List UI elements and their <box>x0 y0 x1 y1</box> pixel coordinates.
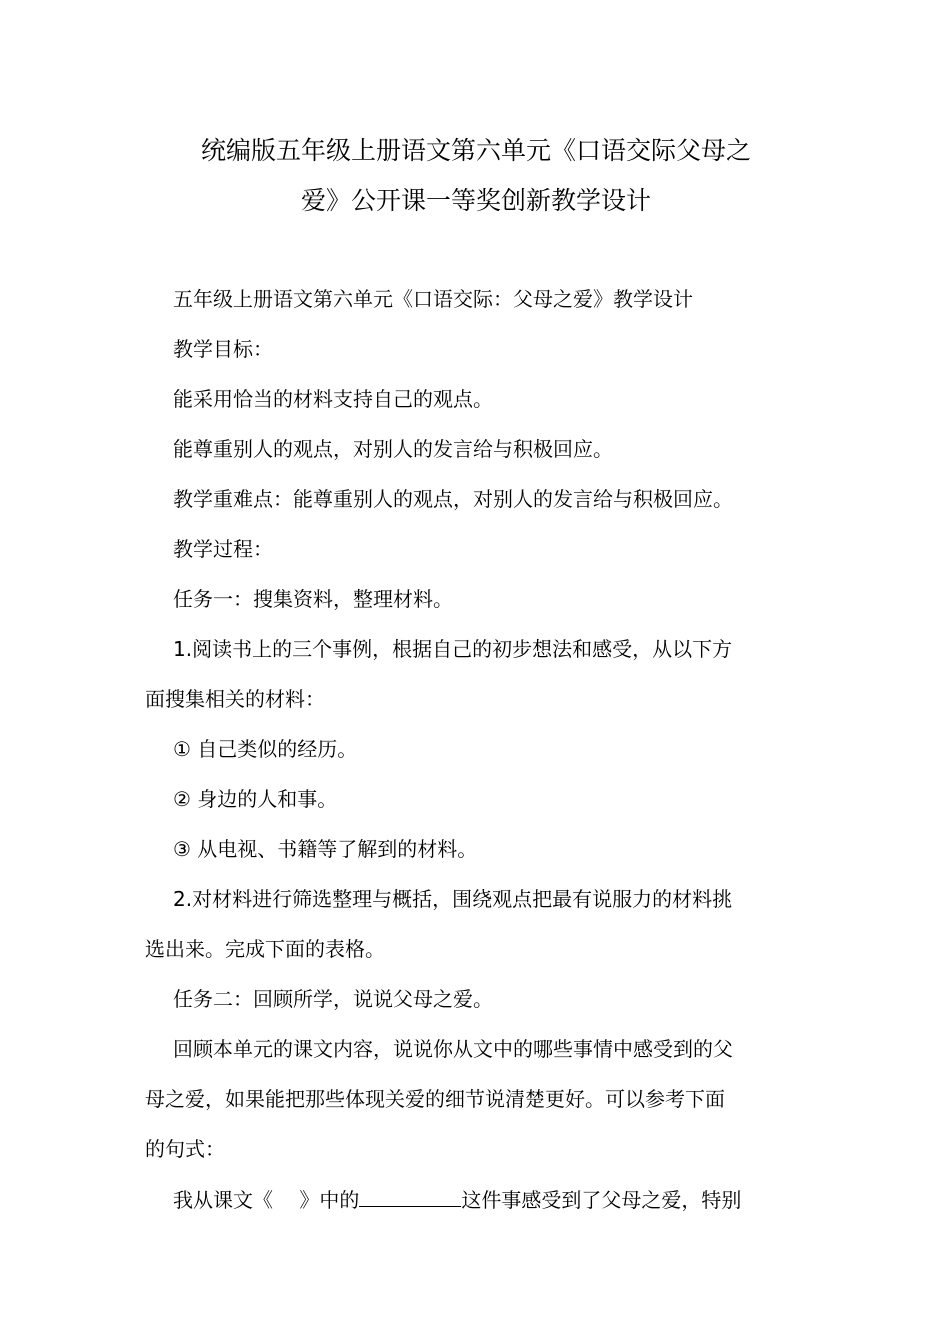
paragraph-goal-2: 能尊重别人的观点，对别人的发言给与积极回应。 <box>173 437 613 461</box>
paragraph-step-2-line-2: 选出来。完成下面的表格。 <box>145 937 385 961</box>
document-title-line-1: 统编版五年级上册语文第六单元《口语交际父母之 <box>200 136 751 165</box>
paragraph-review-line-2: 母之爱，如果能把那些体现关爱的细节说清楚更好。可以参考下面 <box>145 1087 725 1111</box>
paragraph-teaching-goals-heading: 教学目标： <box>173 337 273 361</box>
paragraph-sentence-pattern <box>173 1184 873 1215</box>
paragraph-subtitle: 五年级上册语文第六单元《口语交际：父母之爱》教学设计 <box>173 287 693 311</box>
list-item-1: ① 自己类似的经历。 <box>173 737 358 761</box>
paragraph-key-difficulties: 教学重难点：能尊重别人的观点，对别人的发言给与积极回应。 <box>173 487 733 511</box>
paragraph-step-1-line-1: 1.阅读书上的三个事例，根据自己的初步想法和感受，从以下方 <box>173 637 733 661</box>
sentence-pattern-part-2: 这件事感受到了父母之爱，特别 <box>461 1188 742 1212</box>
paragraph-review-line-1: 回顾本单元的课文内容，说说你从文中的哪些事情中感受到的父 <box>173 1037 733 1061</box>
list-item-2: ② 身边的人和事。 <box>173 787 338 811</box>
paragraph-review-line-3: 的句式： <box>145 1137 225 1161</box>
paragraph-task-2: 任务二：回顾所学，说说父母之爱。 <box>173 987 493 1011</box>
paragraph-goal-1: 能采用恰当的材料支持自己的观点。 <box>173 387 493 411</box>
paragraph-step-2-line-1: 2.对材料进行筛选整理与概括，围绕观点把最有说服力的材料挑 <box>173 887 733 911</box>
list-item-3: ③ 从电视、书籍等了解到的材料。 <box>173 837 478 861</box>
paragraph-task-1: 任务一：搜集资料，整理材料。 <box>173 587 453 611</box>
document-title-line-2: 爱》公开课一等奖创新教学设计 <box>300 186 651 215</box>
paragraph-process-heading: 教学过程： <box>173 537 273 561</box>
sentence-pattern-part-1: 我从课文《 》中的 <box>173 1188 360 1212</box>
fill-in-blank-line <box>359 1184 461 1207</box>
paragraph-step-1-line-2: 面搜集相关的材料： <box>145 687 325 711</box>
